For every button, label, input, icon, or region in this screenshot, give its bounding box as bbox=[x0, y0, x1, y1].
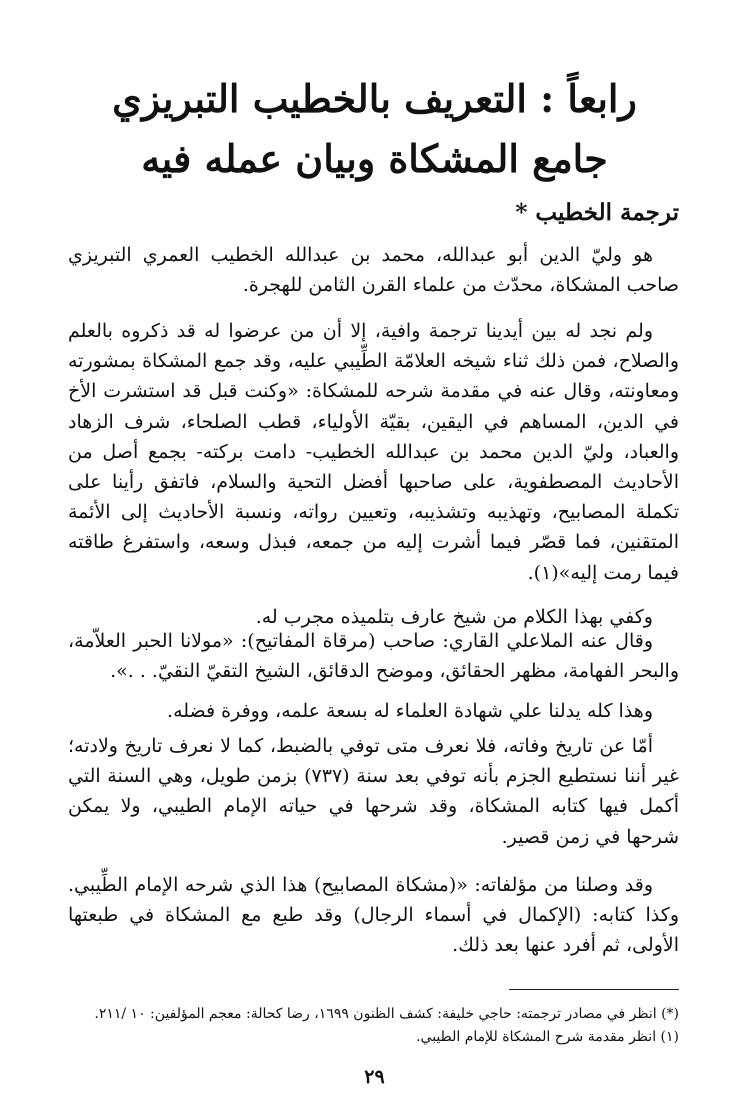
section-heading: ترجمة الخطيب * bbox=[515, 199, 679, 226]
paragraph-4 bbox=[68, 626, 679, 686]
paragraph-1 bbox=[68, 240, 679, 300]
paragraph-4-text: وقال عنه الملاعلي القاري: صاحب (مرقاة المفاتيح): «مولانا الحبر العلاّمة، والبحر الفهامة، مظهر الحقائق، وموضح الدقائق، الشيخ التقيّ النقيّ. . .». bbox=[68, 630, 679, 683]
footnote-2: (١) انظر مقدمة شرح المشكاة للإمام الطيبي. bbox=[416, 1029, 679, 1045]
paragraph-6 bbox=[68, 731, 679, 852]
paragraph-2-text: ولم نجد له بين أيدينا ترجمة وافية، إلا أن من عرضوا له قد ذكروه بالعلم والصلاح، فمن ذلك ثناء شيخه العلامّة الطِّيبي عليه، وقد جمع المشكاة بمشورته ومعاونته، وقال عنه في مقدمة شرحه للمشكاة: «وكنت قبل قد استشرت الأخ في الدين، المساهم في اليقين، بقيّة الأولياء، قطب الصلحاء، شرف الزهاد والعباد، وليّ الدين محمد بن عبدالله الخطيب- دامت بركته- بجمع أصل من الأحاديث المصطفوية، على صاحبها أفضل التحية والسلام، فاتفق رأينا على تكملة المصابيح، وتهذيبه وتشذيبه، وتعيين رواته، ونسبة الأحاديث إلى الأئمة المتقنين، فما قصّر فيما أشرت إليه من جمعه، فبذل وسعه، واستفرغ طاقته فيما رمت إليه»(١). bbox=[68, 320, 679, 584]
chapter-title-line-2: جامع المشكاة وبيان عمله فيه bbox=[141, 136, 608, 181]
footnote-divider bbox=[509, 989, 679, 990]
paragraph-5 bbox=[68, 696, 679, 726]
paragraph-3-text: وكفي بهذا الكلام من شيخ عارف بتلميذه مجرب له. bbox=[255, 606, 653, 628]
paragraph-6-text: أمّا عن تاريخ وفاته، فلا نعرف متى توفي بالضبط، كما لا نعرف تاريخ ولادته؛ غير أننا نستطيع الجزم بأنه توفي بعد سنة (٧٣٧) بزمن طويل، وهي السنة التي أكمل فيها كتابه المشكاة، وقد شرحها في حياته الإمام الطيبي، ولا يمكن شرحها في زمن قصير. bbox=[68, 735, 679, 848]
paragraph-1-text: هو وليّ الدين أبو عبدالله، محمد بن عبدالله الخطيب العمري التبريزي صاحب المشكاة، محدّث من علماء القرن الثامن للهجرة. bbox=[68, 244, 679, 297]
footnote-1: (*) انظر في مصادر ترجمته: حاجي خليفة: كشف الظنون ١٦٩٩، رضا كحالة: معجم المؤلفين: ١٠ /٢١١. bbox=[94, 1006, 679, 1022]
paragraph-2 bbox=[68, 316, 679, 588]
page-number: ٢٩ bbox=[364, 1066, 385, 1088]
paragraph-5-text: وهذا كله يدلنا علي شهادة العلماء له بسعة علمه، ووفرة فضله. bbox=[167, 700, 653, 722]
chapter-title-line-1: رابعاً : التعريف بالخطيب التبريزي bbox=[112, 76, 637, 121]
paragraph-7 bbox=[68, 870, 679, 961]
paragraph-7-text: وقد وصلنا من مؤلفاته: «(مشكاة المصابيح) هذا الذي شرحه الإمام الطِّيبي. وكذا كتابه: (الإكمال في أسماء الرجال) وقد طبع مع المشكاة في طبعتها الأولى، ثم أفرد عنها بعد ذلك. bbox=[68, 874, 679, 957]
